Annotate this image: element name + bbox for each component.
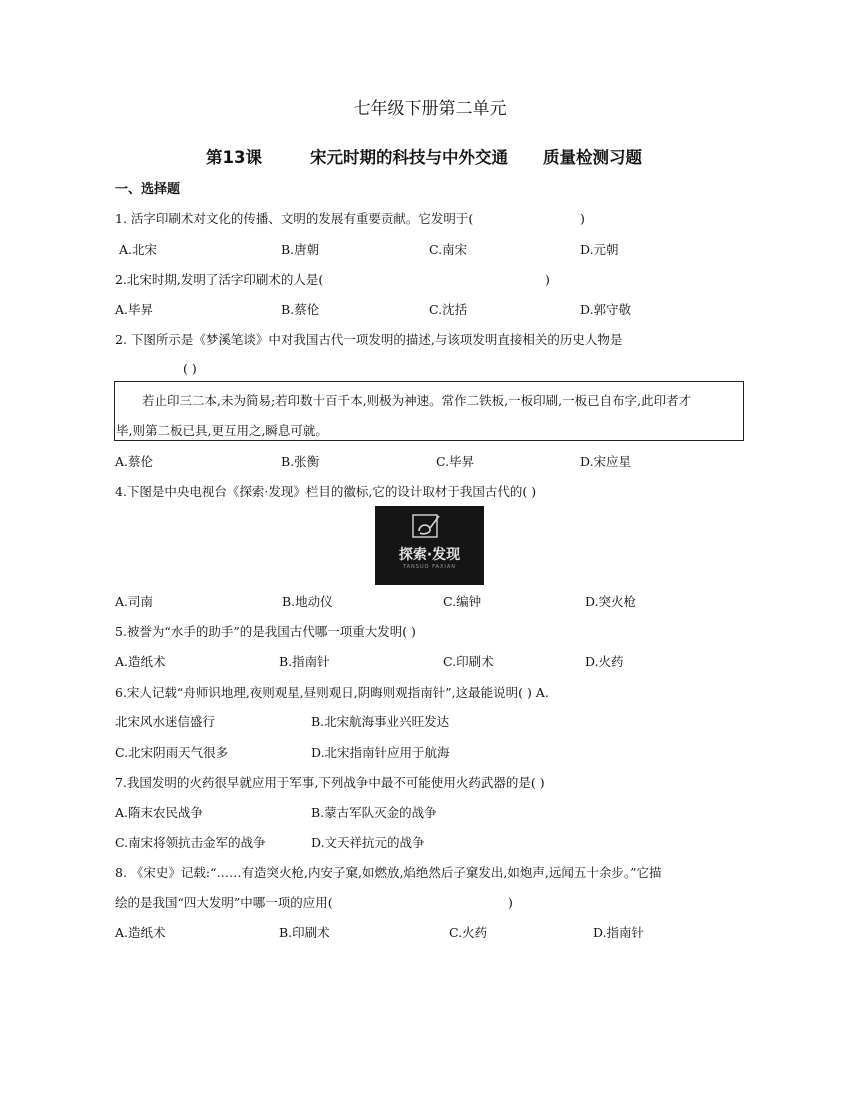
q3-option-a: A.蔡伦: [115, 454, 154, 469]
question-4-stem: 4.下图是中央电视台《探索·发现》栏目的徽标,它的设计取材于我国古代的( ): [115, 484, 537, 499]
lesson-suffix: 质量检测习题: [543, 148, 642, 167]
q8-option-a: A.造纸术: [115, 925, 166, 940]
q4-option-b: B.地动仪: [282, 594, 333, 609]
q1-option-a: A.北宋: [119, 242, 158, 257]
question-8-stem: 8. 《宋史》记载:“……有造突火枪,内安子窠,如燃放,焰绝然后子窠发出,如炮声,远闻五十余步。”它描: [115, 865, 662, 880]
q5-option-c: C.印刷术: [443, 654, 494, 669]
q8-option-c: C.火药: [449, 925, 488, 940]
q3-option-c: C.毕昇: [436, 454, 475, 469]
q7-option-d: D.文天祥抗元的战争: [311, 835, 425, 850]
q6-option-b: B.北宋航海事业兴旺发达: [311, 714, 450, 729]
question-3-stem: 2. 下图所示是《梦溪笔谈》中对我国古代一项发明的描述,与该项发明直接相关的历史人物是: [115, 332, 623, 347]
q6-option-c: C.北宋阴雨天气很多: [115, 745, 229, 760]
question-8-close: ): [508, 895, 513, 910]
q1-option-c: C.南宋: [429, 242, 468, 257]
q4-option-a: A.司南: [115, 594, 154, 609]
q5-option-d: D.火药: [585, 654, 624, 669]
q3-option-b: B.张衡: [281, 454, 320, 469]
question-1-close: ): [580, 211, 585, 226]
q2-option-d: D.郭守敬: [580, 302, 632, 317]
q4-option-d: D.突火枪: [585, 594, 637, 609]
q7-option-c: C.南宋将领抗击金军的战争: [115, 835, 266, 850]
question-3-close: ( ): [183, 361, 197, 376]
lesson-number: 第13课: [206, 148, 262, 167]
q8-option-b: B.印刷术: [279, 925, 330, 940]
question-6-stem: 6.宋人记载“舟师识地理,夜则观星,昼则观日,阴晦则观指南针”,这最能说明( ) A.: [115, 685, 549, 700]
q5-option-b: B.指南针: [279, 654, 330, 669]
q7-option-b: B.蒙古军队灭金的战争: [311, 805, 437, 820]
q4-option-c: C.编钟: [443, 594, 482, 609]
logo-text: 探索·发现: [398, 547, 461, 563]
tansuo-faxian-logo: [375, 506, 484, 585]
question-7-stem: 7.我国发明的火药很早就应用于军事,下列战争中最不可能使用火药武器的是( ): [115, 775, 545, 790]
document-title: 七年级下册第二单元: [353, 99, 507, 119]
q2-option-a: A.毕昇: [115, 302, 154, 317]
question-1-stem: 1. 活字印刷术对文化的传播、文明的发展有重要贡献。它发明于(: [115, 211, 474, 226]
q8-option-d: D.指南针: [593, 925, 645, 940]
q3-option-d: D.宋应星: [580, 454, 632, 469]
question-2-close: ): [545, 272, 550, 287]
q7-option-a: A.隋末农民战争: [115, 805, 204, 820]
q1-option-b: B.唐朝: [281, 242, 320, 257]
question-2-stem: 2.北宋时期,发明了活字印刷术的人是(: [115, 272, 324, 287]
q2-option-c: C.沈括: [429, 302, 468, 317]
logo-subtext: TANSUO FAXIAN: [402, 564, 457, 570]
quote-box: [114, 381, 744, 441]
quote-line-2: 毕,则第二板已具,更互用之,瞬息可就。: [116, 423, 328, 438]
question-8-stem-line2: 绘的是我国“四大发明”中哪一项的应用(: [115, 895, 333, 910]
q6-option-a: 北宋风水迷信盛行: [115, 714, 216, 729]
q1-option-d: D.元朝: [580, 242, 619, 257]
q5-option-a: A.造纸术: [115, 654, 166, 669]
quote-line-1: 若止印三二本,未为简易;若印数十百千本,则极为神速。常作二铁板,一板印刷,一板已自布字,此印者才: [142, 393, 692, 408]
lesson-title: 宋元时期的科技与中外交通: [310, 148, 508, 167]
section-heading: 一、选择题: [115, 182, 181, 197]
q6-option-d: D.北宋指南针应用于航海: [311, 745, 450, 760]
question-5-stem: 5.被誉为“水手的助手”的是我国古代哪一项重大发明( ): [115, 624, 416, 639]
q2-option-b: B.蔡伦: [281, 302, 320, 317]
